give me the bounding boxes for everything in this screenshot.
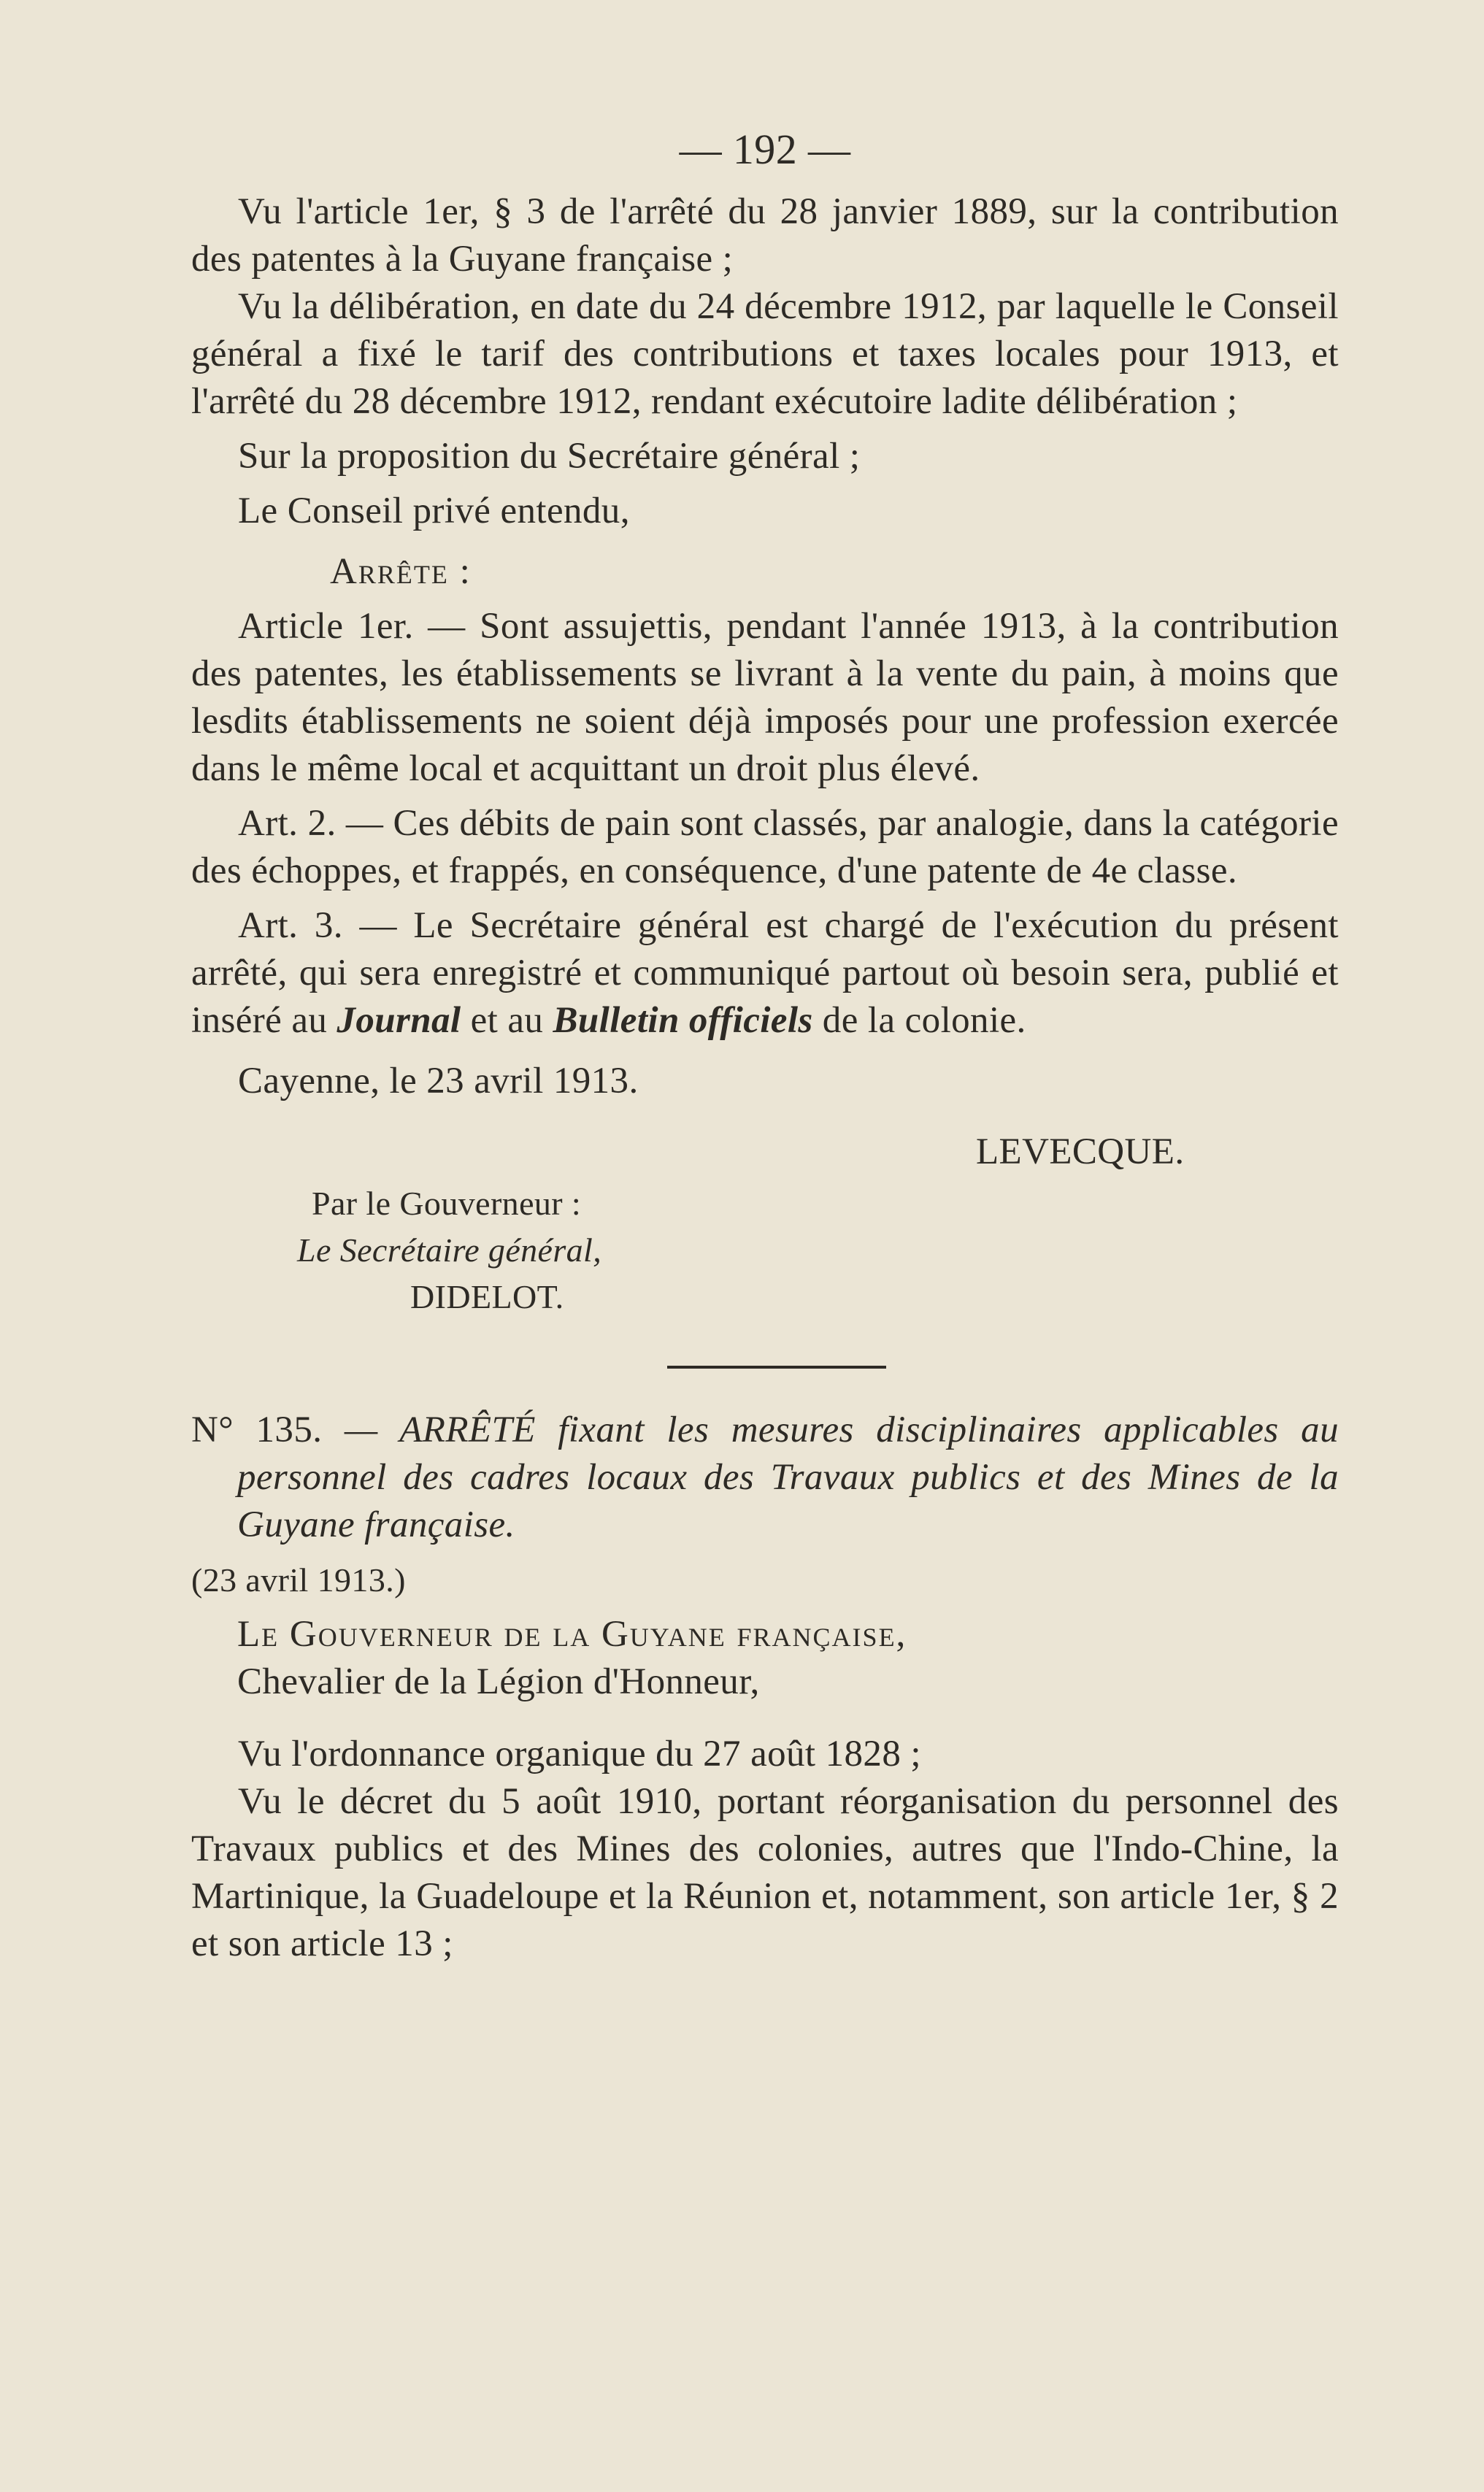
article-3-bulletin: Bulletin officiels bbox=[553, 1000, 813, 1041]
countersign-name: DIDELOT. bbox=[410, 1278, 564, 1315]
decree-number: N° 135. bbox=[191, 1410, 323, 1450]
paragraph-proposition: Sur la proposition du Secrétaire général ; bbox=[238, 436, 861, 477]
paragraph-vu-ordonnance: Vu l'ordonnance organique du 27 août 1828 ; bbox=[238, 1734, 921, 1774]
place-date: Cayenne, le 23 avril 1913. bbox=[238, 1061, 639, 1101]
decree-title bbox=[191, 1407, 1339, 1549]
countersign-secretaire-general: Le Secrétaire général, bbox=[297, 1231, 602, 1269]
article-3-journal: Journal bbox=[337, 1000, 461, 1041]
article-3-text-after: de la colonie. bbox=[812, 1000, 1026, 1041]
governor-title-line: Chevalier de la Légion d'Honneur, bbox=[237, 1661, 760, 1702]
article-1: Article 1er. — Sont assujettis, pendant l'année 1913, à la contribution des patentes, les établissements se livrant à la vente du pain, à moins que lesdits établissements ne soient déjà imposés pour une profession exercée dans le même local et acquittant un droit plus élevé. bbox=[191, 606, 1339, 789]
decree-date: (23 avril 1913.) bbox=[191, 1561, 406, 1599]
article-3-text-before: Art. 3. — Le Secrétaire général est chargé de l'exécution du présent arrêté, qui sera enregistré et communiqué partout où besoin sera, publié et inséré au bbox=[191, 905, 1339, 1041]
article-2: Art. 2. — Ces débits de pain sont classés, par analogie, dans la catégorie des échoppes, et frappés, en conséquence, d'une patente de 4e classe. bbox=[191, 803, 1339, 891]
article-3-text-middle: et au bbox=[461, 1000, 553, 1041]
page-number: — 192 — bbox=[679, 126, 851, 173]
paragraph-vu-deliberation: Vu la délibération, en date du 24 décembre 1912, par laquelle le Conseil général a fixé le tarif des contributions et taxes locales pour 1913, et l'arrêté du 28 décembre 1912, rendant exécutoire ladite délibération ; bbox=[191, 286, 1339, 422]
paragraph-conseil-prive: Le Conseil privé entendu, bbox=[238, 491, 630, 531]
decree-title-text: — ARRÊTÉ fixant les mesures disciplinaires applicables au personnel des cadres locaux des Travaux publics et des Mines de la Guyane française. bbox=[237, 1410, 1339, 1545]
signature-name: LEVECQUE. bbox=[976, 1131, 1185, 1172]
countersignature bbox=[191, 1180, 1339, 1320]
countersign-par-le-gouverneur: Par le Gouverneur : bbox=[312, 1185, 582, 1222]
governor-line: Le Gouverneur de la Guyane française, bbox=[237, 1614, 907, 1655]
article-3 bbox=[191, 902, 1339, 1045]
section-divider bbox=[667, 1366, 886, 1369]
arrete-heading: Arrête : bbox=[330, 551, 472, 592]
page-content bbox=[191, 124, 1339, 1968]
paragraph-vu-article: Vu l'article 1er, § 3 de l'arrêté du 28 janvier 1889, sur la contribution des patentes à la Guyane française ; bbox=[191, 191, 1339, 280]
paragraph-vu-decret: Vu le décret du 5 août 1910, portant réorganisation du personnel des Travaux publics et des Mines des colonies, autres que l'Indo-Chine, la Martinique, la Guadeloupe et la Réunion et, notamment, son article 1er, § 2 et son article 13 ; bbox=[191, 1781, 1339, 1964]
